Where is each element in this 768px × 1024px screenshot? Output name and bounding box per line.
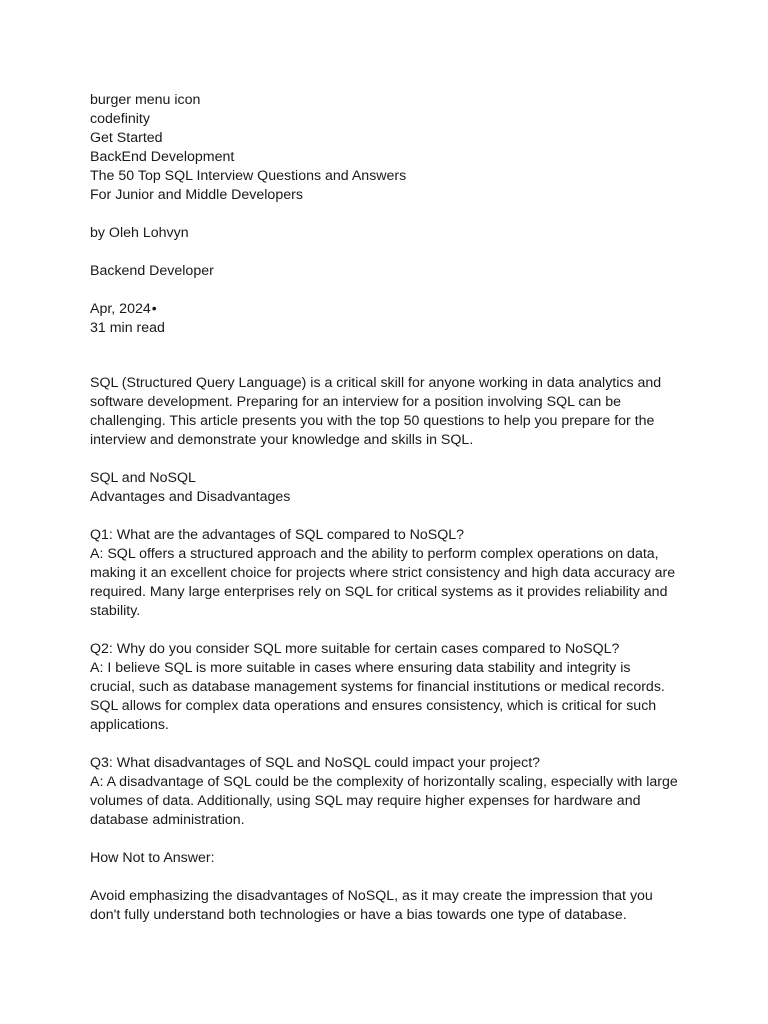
article-title: The 50 Top SQL Interview Questions and Answers xyxy=(90,168,407,184)
how-not-heading: How Not to Answer: xyxy=(90,850,215,866)
author-role: Backend Developer xyxy=(90,263,214,279)
section-title: SQL and NoSQL xyxy=(90,470,196,486)
read-time: 31 min read xyxy=(90,320,165,336)
author-byline[interactable]: by Oleh Lohvyn xyxy=(90,225,189,241)
question-1: Q1: What are the advantages of SQL compared to NoSQL? xyxy=(90,527,465,543)
answer-3: A: A disadvantage of SQL could be the complexity of horizontally scaling, especially with large volumes of data. Additionally, using SQL may require higher expenses for hardware and database administration. xyxy=(90,774,678,828)
date-separator: • xyxy=(151,301,157,317)
answer-2: A: I believe SQL is more suitable in cases where ensuring data stability and integrity is crucial, such as database management systems for financial institutions or medical records. SQL allows for complex data operations and ensures consistency, which is critical for such applications. xyxy=(90,660,665,733)
article-subtitle: For Junior and Middle Developers xyxy=(90,187,303,203)
intro-paragraph: SQL (Structured Query Language) is a critical skill for anyone working in data analytics and software development. Preparing for an interview for a position involving SQL can be challenging. This article presents you with the top 50 questions to help you prepare for the interview and demonstrate your knowledge and skills in SQL. xyxy=(90,375,662,448)
category-link[interactable]: BackEnd Development xyxy=(90,149,235,165)
section-subtitle: Advantages and Disadvantages xyxy=(90,489,291,505)
how-not-paragraph: Avoid emphasizing the disadvantages of NoSQL, as it may create the impression that you don't fully understand both technologies or have a bias towards one type of database. xyxy=(90,888,653,923)
question-2: Q2: Why do you consider SQL more suitable for certain cases compared to NoSQL? xyxy=(90,641,620,657)
answer-1: A: SQL offers a structured approach and the ability to perform complex operations on data, making it an excellent choice for projects where strict consistency and high data accuracy are required. Many large enterprises rely on SQL for critical systems as it provides reliability and stability. xyxy=(90,546,676,619)
get-started-link[interactable]: Get Started xyxy=(90,130,163,146)
question-3: Q3: What disadvantages of SQL and NoSQL could impact your project? xyxy=(90,755,541,771)
brand-logo-link[interactable]: codefinity xyxy=(90,111,150,127)
burger-menu-icon[interactable]: burger menu icon xyxy=(90,92,201,108)
publish-date-row xyxy=(90,300,678,319)
publish-date: Apr, 2024 xyxy=(90,301,151,317)
